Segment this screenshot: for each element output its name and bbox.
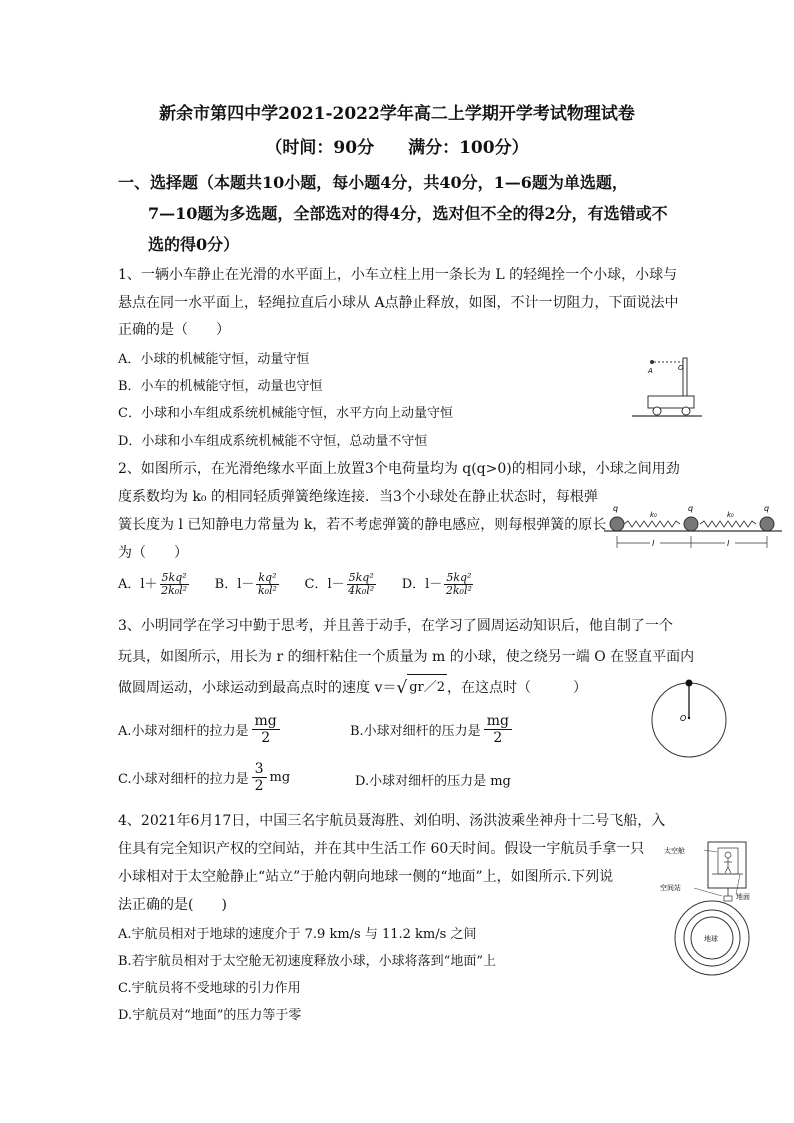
q3-option-d: D.小球对细杆的压力是 mg	[355, 774, 511, 789]
q1-point-a-label: A	[648, 367, 653, 375]
q2-spring-figure	[600, 500, 785, 556]
q2-line4: 为（ ）	[118, 545, 188, 561]
q1-line3: 正确的是（ ）	[118, 322, 230, 338]
q1-option-c: C．小球和小车组成系统机械能守恒，水平方向上动量守恒	[118, 406, 453, 421]
q1-option-b: B．小车的机械能守恒，动量也守恒	[118, 379, 323, 394]
q1-cart-figure	[630, 352, 705, 422]
q3-circle-figure	[645, 678, 735, 764]
q2-option-a: A．l＋ $\frac{\text{5kq²}}{\text{2k₀l²}}$	[118, 571, 188, 597]
q2-spring-label-1: k₀	[650, 511, 657, 519]
section-heading-line3: 选的得0分）	[148, 235, 240, 254]
q4-option-d: D.宇航员对“地面”的压力等于零	[118, 1008, 302, 1023]
q4-line3: 小球相对于太空舱静止“站立”于舱内朝向地球一侧的“地面”上，如图所示.下列说	[118, 869, 614, 885]
q3-line3-end: ，在这点时（ ）	[447, 679, 588, 696]
q1-option-d: D．小球和小车组成系统机械能不守恒，总动量不守恒	[118, 434, 428, 449]
q2-length-label-1: l	[652, 539, 655, 548]
section-heading-line2: 7—10题为多选题，全部选对的得4分，选对但不全的得2分，有选错或不	[148, 204, 668, 223]
q4-space-station-figure	[660, 838, 770, 978]
q4-line2: 住具有完全知识产权的空间站，并在其中生活工作 60天时间。假设一宇航员手拿一只	[118, 841, 645, 857]
q3-option-c: C.小球对细杆的拉力是 3 2 mg	[118, 761, 291, 794]
q1-line2: 悬点在同一水平面上，轻绳拉直后小球从 A点静止释放，如图，不计一切阻力，下面说法中	[118, 295, 679, 311]
q4-option-b: B.若宇航员相对于太空舱无初速度释放小球，小球将落到“地面”上	[118, 954, 496, 969]
q2-length-label-2: l	[727, 539, 730, 548]
q2-charge-label-1: q	[613, 504, 619, 513]
q4-line1: 4、2021年6月17日，中国三名宇航员聂海胜、刘伯明、汤洪波乘坐神舟十二号飞船，入	[118, 813, 666, 829]
q2-line1: 2、如图所示，在光滑绝缘水平面上放置3个电荷量均为 q(q>0)的相同小球，小球之间用劲	[118, 461, 680, 477]
q3-option-a: A.小球对细杆的拉力是 mg 2	[118, 713, 283, 746]
q3-line2: 玩具，如图所示，用长为 r 的细杆粘住一个质量为 m 的小球，使之绕另一端 O 在竖直平面内	[118, 649, 695, 665]
q4-station-label: 空间站	[660, 884, 681, 892]
sqrt-symbol: √	[396, 677, 408, 698]
q4-option-c: C.宇航员将不受地球的引力作用	[118, 981, 301, 996]
q3-center-label: O	[680, 714, 687, 723]
q4-cabin-label: 太空舱	[664, 847, 685, 855]
q4-floor-label: 地面	[736, 893, 750, 901]
q3-sqrt-expression: gr／2	[407, 674, 447, 701]
q1-point-o-label: O	[678, 364, 684, 372]
q2-line3: 簧长度为 l 已知静电力常量为 k，若不考虑弹簧的静电感应，则每根弹簧的原长	[118, 517, 607, 533]
section-heading-line1: 一、选择题（本题共10小题，每小题4分，共40分，1—6题为单选题，	[118, 173, 628, 192]
q2-line2: 度系数均为 k₀ 的相同轻质弹簧绝缘连接．当3个小球处在静止状态时，每根弹	[118, 489, 598, 505]
q1-line1: 1、一辆小车静止在光滑的水平面上，小车立柱上用一条长为 L 的轻绳拴一个小球，小球与	[118, 267, 678, 283]
q3-line3	[118, 674, 587, 701]
q2-charge-label-2: q	[688, 504, 694, 513]
q3-option-b: B.小球对细杆的压力是 mg 2	[350, 713, 515, 746]
q2-option-c: C．l－ $\frac{\text{5kq²}}{\text{4k₀l²}}$	[304, 571, 375, 597]
paper-subtitle: （时间：90分 满分：100分）	[265, 138, 529, 158]
q4-option-a: A.宇航员相对于地球的速度介于 7.9 km/s 与 11.2 km/s 之间	[118, 927, 477, 942]
q2-charge-label-3: q	[764, 504, 770, 513]
q1-option-a: A．小球的机械能守恒，动量守恒	[118, 352, 310, 367]
q3-line1: 3、小明同学在学习中勤于思考，并且善于动手，在学习了圆周运动知识后，他自制了一个	[118, 618, 673, 634]
q2-spring-label-2: k₀	[727, 511, 734, 519]
paper-title: 新余市第四中学2021-2022学年高二上学期开学考试物理试卷	[159, 104, 635, 124]
q2-option-d: D．l－ $\frac{\text{5kq²}}{\text{2k₀l²}}$	[401, 571, 472, 597]
q2-options	[118, 572, 475, 597]
q2-option-b: B．l－ $\frac{\text{kq²}}{\text{k₀l²}}$	[214, 571, 277, 597]
q4-earth-label: 地球	[704, 935, 718, 943]
q4-line4: 法正确的是( )	[118, 897, 227, 913]
q3-line3-text: 做圆周运动，小球运动到最高点时的速度 v＝	[118, 679, 397, 696]
